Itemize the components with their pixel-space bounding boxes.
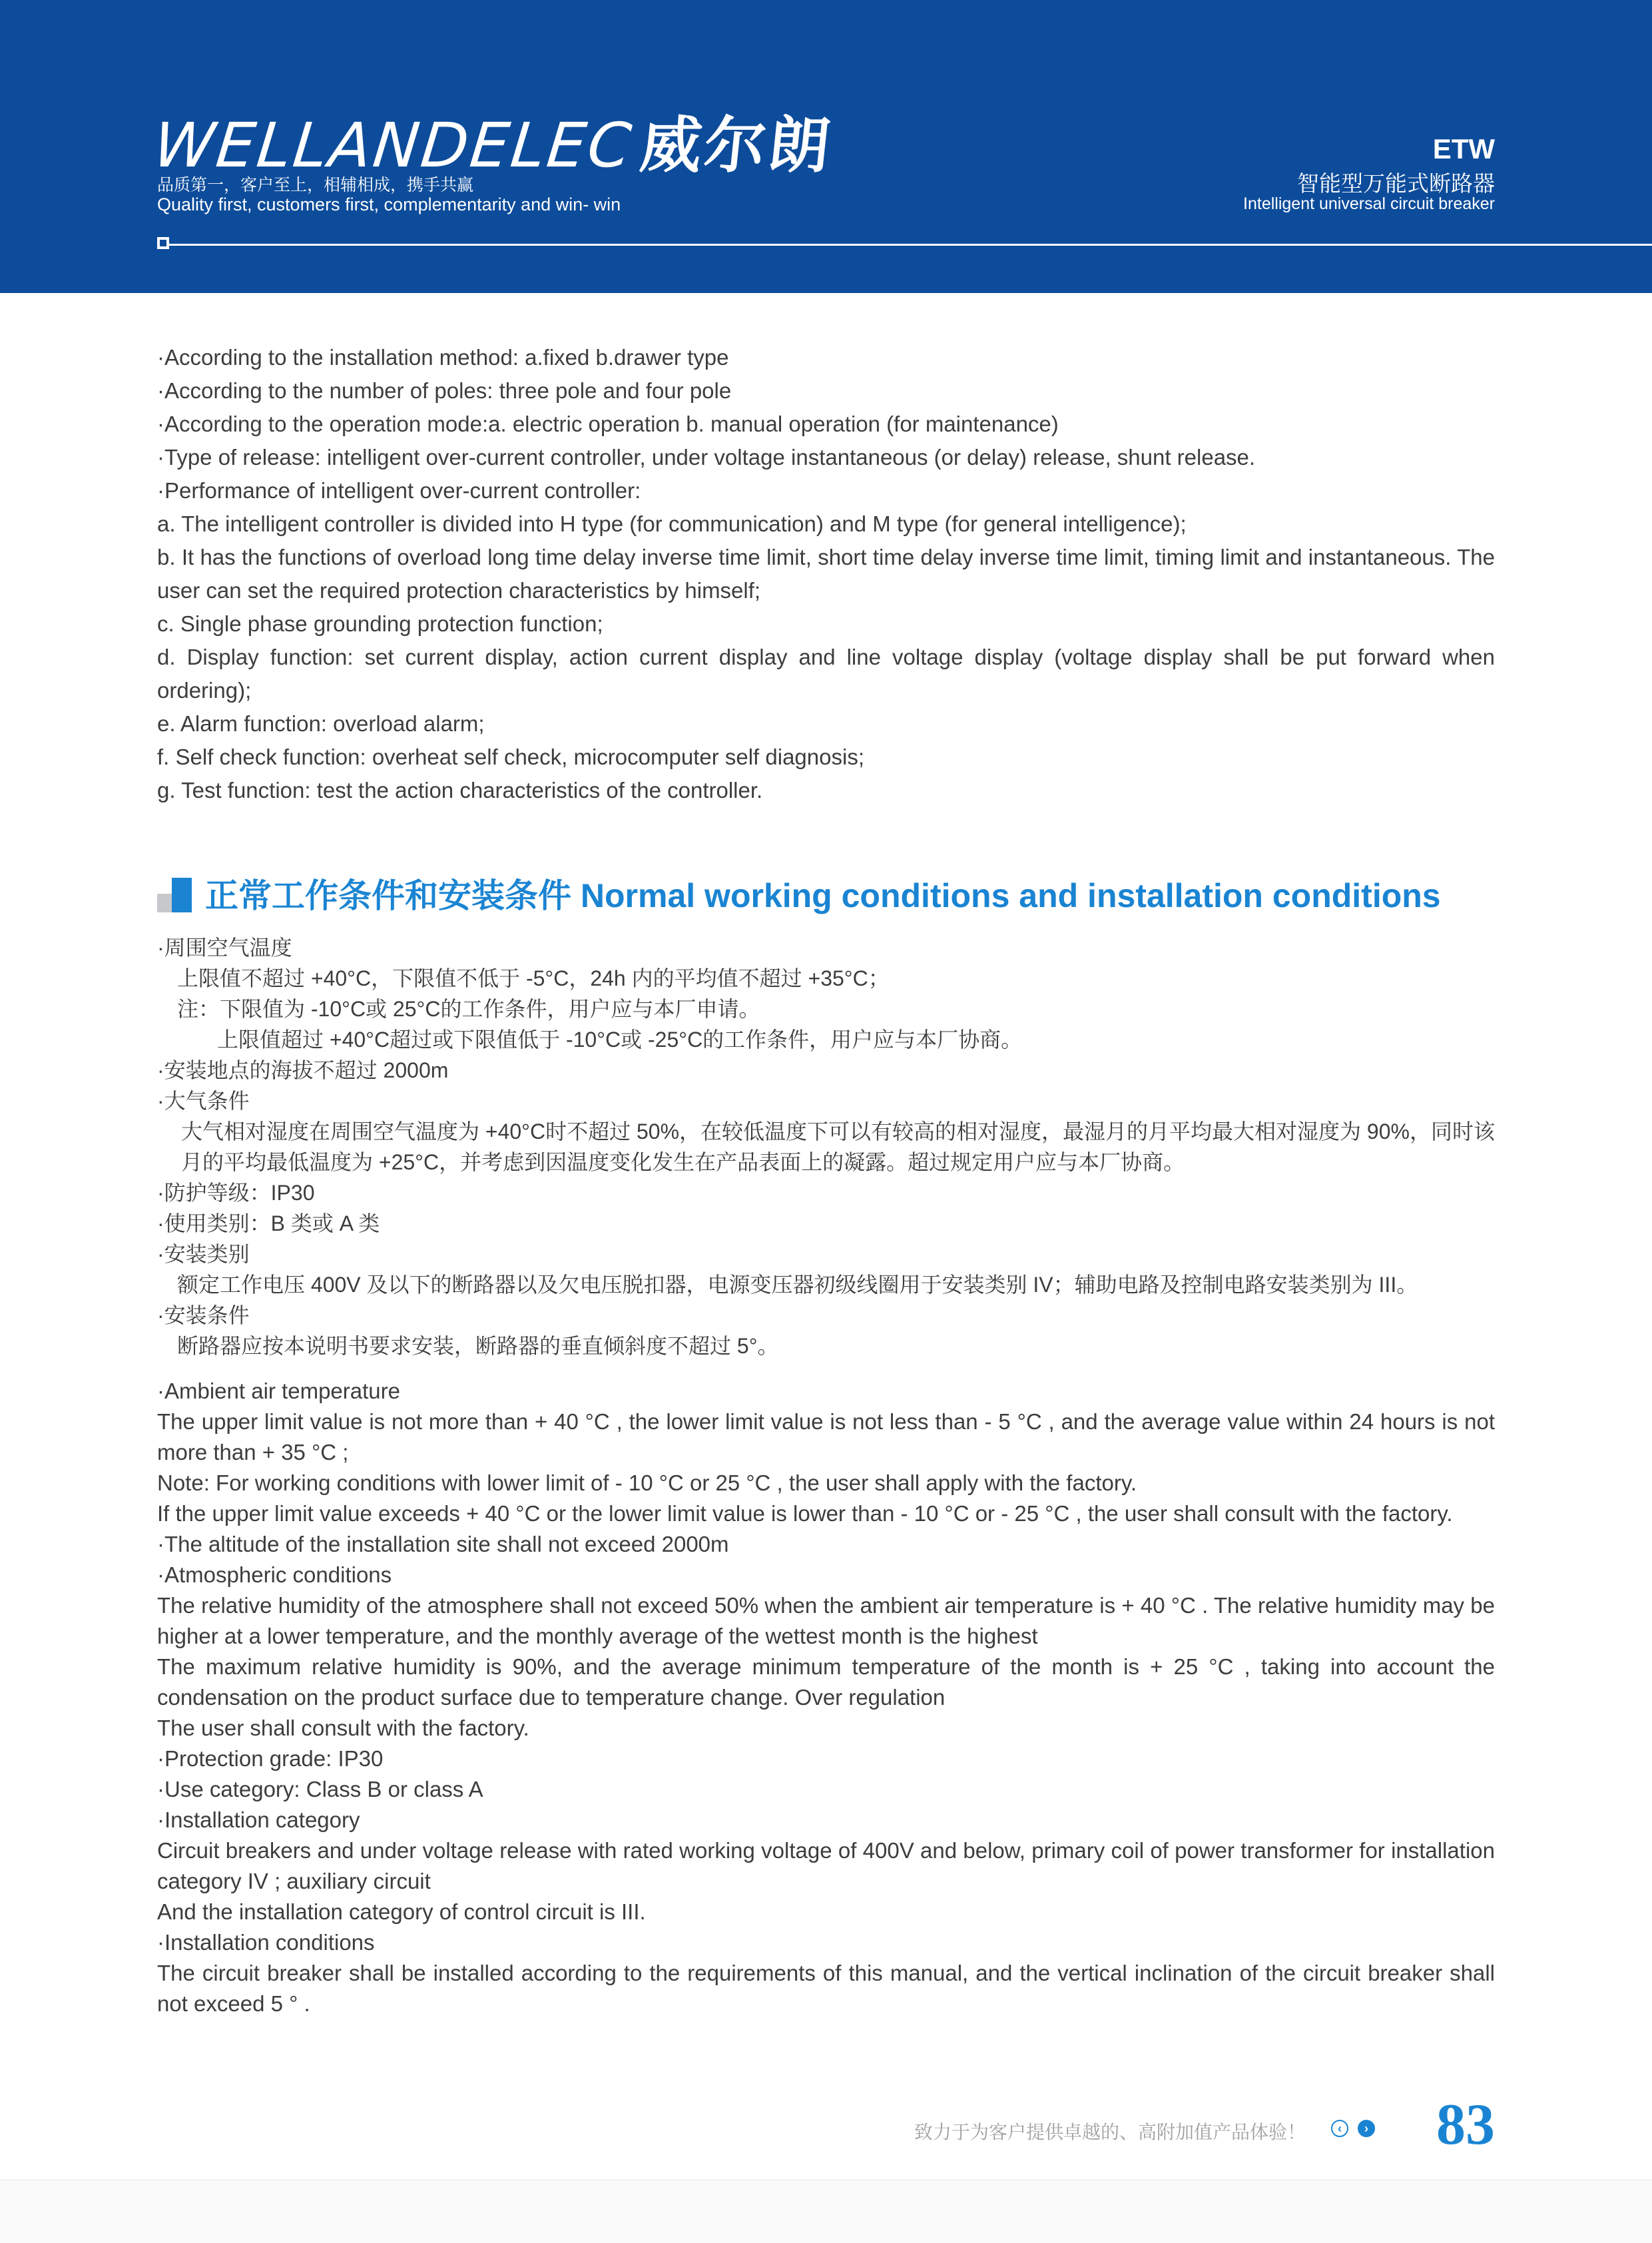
en-line: ·Installation conditions [157,1930,375,1955]
en-para: The relative humidity of the atmosphere shall not exceed 50% when the ambient air temperature is + 40 °C . The relative humidity may be higher at a lower temperature, and the monthly average of the wettest month is the highest [157,1593,1495,1648]
next-page-icon[interactable]: › [1358,2120,1375,2137]
intro-line: g. Test function: test the action characteristics of the controller. [157,778,763,802]
intro-line: ·According to the number of poles: three pole and four pole [157,378,732,403]
cn-line: 注：下限值为 -10°C或 25°C的工作条件，用户应与本厂申请。 [177,997,760,1021]
en-line: The user shall consult with the factory. [157,1716,529,1740]
intro-line: c. Single phase grounding protection function; [157,611,603,636]
cn-line: ·防护等级：IP30 [157,1181,315,1205]
en-para: If the upper limit value exceeds + 40 °C or the lower limit value is lower than - 10 °C or - 25 °C , the user shall consult with the factory. [157,1501,1453,1526]
en-para: The maximum relative humidity is 90%, and the average minimum temperature of the month is + 25 °C , taking into account the condensation on the product surface due to temperature change. Over regulation [157,1654,1495,1710]
en-line: ·Use category: Class B or class A [157,1777,483,1801]
intro-line: f. Self check function: overheat self check, microcomputer self diagnosis; [157,745,864,769]
intro-block [157,341,1495,807]
product-name-en: Intelligent universal circuit breaker [1243,194,1495,213]
cn-line: 上限值超过 +40°C超过或下限值低于 -10°C或 -25°C的工作条件，用户应与本厂协商。 [217,1028,1023,1052]
en-line: ·Protection grade: IP30 [157,1746,384,1771]
page-number: 83 [1436,2092,1495,2157]
intro-line: ·Performance of intelligent over-current controller: [157,478,641,503]
intro-para: d. Display function: set current display, action current display and line voltage display (voltage display shall be put forward when ordering); [157,645,1495,703]
intro-line: a. The intelligent controller is divided into H type (for communication) and M type (for general intelligence); [157,511,1187,536]
section-bullet-icon [157,878,192,912]
cn-line: 断路器应按本说明书要求安装，断路器的垂直倾斜度不超过 5°。 [177,1334,779,1358]
en-line: ·The altitude of the installation site shall not exceed 2000m [157,1532,729,1556]
header-square-icon [157,237,169,249]
en-conditions [157,1376,1495,2019]
en-line: Note: For working conditions with lower limit of - 10 °C or 25 °C , the user shall apply with the factory. [157,1470,1137,1495]
cn-para: 大气相对湿度在周围空气温度为 +40°C时不超过 50%，在较低温度下可以有较高的相对湿度，最湿月的月平均最大相对湿度为 90%，同时该月的平均最低温度为 +25°C，并考虑到因温度变化发生在产品表面上的凝露。超过规定用户应与本厂协商。 [181,1120,1495,1174]
intro-line: ·According to the installation method: a.fixed b.drawer type [157,345,729,370]
intro-line: e. Alarm function: overload alarm; [157,711,485,736]
en-line: ·Atmospheric conditions [157,1562,392,1587]
header-divider [168,244,1652,246]
cn-line: 额定工作电压 400V 及以下的断路器以及欠电压脱扣器，电源变压器初级线圈用于安装类别 IV；辅助电路及控制电路安装类别为 III。 [177,1273,1418,1297]
cn-conditions [157,932,1495,1361]
en-line: ·Installation category [157,1807,360,1832]
en-para: The upper limit value is not more than + 40 °C , the lower limit value is not less than - 5 °C , and the average value within 24 hours is not more than + 35 °C ; [157,1409,1495,1464]
product-code: ETW [1432,133,1495,164]
cn-line: ·大气条件 [157,1089,250,1113]
prev-page-icon[interactable]: ‹ [1331,2120,1348,2137]
en-line: ·Ambient air temperature [157,1379,400,1403]
intro-line: ·According to the operation mode:a. electric operation b. manual operation (for maintenance) [157,412,1059,436]
en-line: And the installation category of control circuit is III. [157,1899,646,1924]
intro-line: ·Type of release: intelligent over-current controller, under voltage instantaneous (or delay) release, shunt release. [157,445,1256,470]
cn-line: ·安装条件 [157,1303,250,1327]
section-title: 正常工作条件和安装条件 Normal working conditions and installation conditions [205,877,1441,914]
footer-slogan: 致力于为客户提供卓越的、高附加值产品体验！ [914,2122,1306,2142]
en-para: Circuit breakers and under voltage release with rated working voltage of 400V and below, primary coil of power transformer for installation category IV ; auxiliary circuit [157,1838,1495,1893]
cn-line: ·使用类别：B 类或 A 类 [157,1211,380,1235]
header-band [0,0,1652,293]
brand-logo-text: WELLANDELEC [150,110,637,181]
cn-line: ·安装类别 [157,1242,250,1266]
brand-logo-cn: 威尔朗 [637,110,836,181]
cn-line: 上限值不超过 +40°C，下限值不低于 -5°C，24h 内的平均值不超过 +35°C； [177,966,890,990]
intro-para: b. It has the functions of overload long time delay inverse time limit, short time delay inverse time limit, timing limit and instantaneous. The user can set the required protection characteristics by himself; [157,545,1495,603]
bottom-band [0,2179,1652,2243]
cn-line: ·周围空气温度 [157,936,292,960]
cn-line: ·安装地点的海拔不超过 2000m [157,1058,449,1082]
product-name-cn: 智能型万能式断路器 [1297,171,1495,196]
slogan-cn: 品质第一，客户至上，相辅相成，携手共赢 [157,176,474,194]
slogan-en: Quality first, customers first, complementarity and win- win [157,194,621,214]
en-para: The circuit breaker shall be installed according to the requirements of this manual, and the vertical inclination of the circuit breaker shall not exceed 5 ° . [157,1961,1495,2016]
